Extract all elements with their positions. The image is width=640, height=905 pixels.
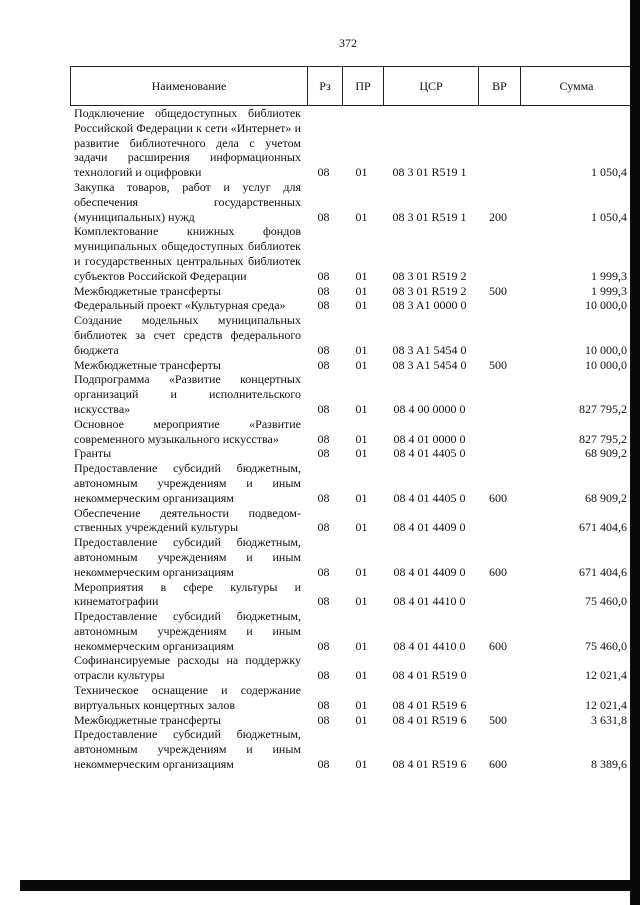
cell-csr: 08 3 A1 5454 0: [392, 357, 467, 372]
cell-name: Федеральный проект «Культурная среда»: [74, 298, 286, 313]
column-header-name: Наименование: [151, 78, 227, 93]
cell-sum: 10 000,0: [585, 342, 627, 357]
cell-rz: 08: [317, 668, 330, 683]
table-row: [70, 713, 631, 728]
cell-sum: 68 909,2: [585, 490, 627, 505]
cell-csr: 08 4 01 R519 6: [392, 757, 467, 772]
cell-vr: 600: [489, 638, 507, 653]
cell-sum: 827 795,2: [579, 401, 627, 416]
cell-rz: 08: [317, 446, 330, 461]
cell-csr: 08 4 01 4410 0: [393, 638, 466, 653]
table-row: [70, 298, 631, 313]
page-number: 372: [339, 36, 357, 50]
cell-rz: 08: [317, 594, 330, 609]
cell-pr: 01: [355, 268, 368, 283]
cell-rz: 08: [317, 712, 330, 727]
cell-name: Предоставление субсидий бюджетным, автономным учреждениям и иным некоммерческим организациям: [74, 461, 301, 505]
cell-pr: 01: [355, 342, 368, 357]
cell-rz: 08: [317, 638, 330, 653]
cell-csr: 08 3 01 R519 2: [392, 268, 467, 283]
cell-pr: 01: [355, 209, 368, 224]
cell-pr: 01: [355, 283, 368, 298]
cell-name: Подпрограмма «Развитие концертных организаций и исполнительского искусства»: [74, 372, 301, 416]
table-row: [70, 446, 631, 461]
cell-sum: 1 999,3: [591, 268, 627, 283]
cell-name: Гранты: [74, 446, 112, 461]
table-row: [70, 580, 631, 610]
cell-sum: 671 404,6: [579, 564, 627, 579]
cell-pr: 01: [355, 357, 368, 372]
cell-csr: 08 4 01 0000 0: [393, 431, 466, 446]
cell-csr: 08 3 01 R519 1: [392, 209, 467, 224]
scan-border-right: [630, 0, 640, 905]
cell-sum: 75 460,0: [585, 638, 627, 653]
column-header-pr: ПР: [342, 67, 383, 105]
cell-sum: 10 000,0: [585, 298, 627, 313]
cell-name: Межбюджетные трансферты: [74, 712, 221, 727]
cell-rz: 08: [317, 342, 330, 357]
table-row: [70, 683, 631, 713]
table-row: [70, 224, 631, 283]
table-row: [70, 106, 631, 180]
cell-pr: 01: [355, 668, 368, 683]
cell-rz: 08: [317, 298, 330, 313]
cell-csr: 08 4 01 4410 0: [393, 594, 466, 609]
cell-sum: 1 050,4: [591, 209, 627, 224]
cell-vr: 600: [489, 757, 507, 772]
cell-sum: 1 999,3: [591, 283, 627, 298]
cell-name: Основное мероприятие «Развитие современного музыкального искусства»: [74, 416, 301, 446]
cell-rz: 08: [317, 564, 330, 579]
cell-sum: 827 795,2: [579, 431, 627, 446]
column-header-csr: ЦСР: [383, 67, 478, 105]
scan-border-bottom: [20, 880, 640, 891]
column-header-sum: Сумма: [520, 67, 632, 105]
table-row: [70, 313, 631, 357]
table-row: [70, 727, 631, 771]
cell-name: Закупка товаров, работ и услуг для обеспечения государственных (муниципальных) нужд: [74, 179, 301, 224]
cell-name: Софинансируемые расходы на поддержку отрасли культуры: [74, 653, 301, 683]
table-row: [70, 358, 631, 373]
table-row: [70, 180, 631, 224]
cell-csr: 08 4 01 4405 0: [393, 490, 466, 505]
cell-rz: 08: [317, 209, 330, 224]
cell-vr: 200: [489, 209, 507, 224]
cell-vr: 600: [489, 564, 507, 579]
cell-csr: 08 4 01 4409 0: [393, 564, 466, 579]
cell-csr: 08 4 00 0000 0: [393, 401, 466, 416]
column-header-vr: ВР: [478, 67, 520, 105]
cell-name: Комплектование книжных фондов муниципальных общедоступных библиотек и государственных центральных библиотек субъектов Российской Федерации: [74, 224, 301, 283]
cell-rz: 08: [317, 697, 330, 712]
cell-vr: 600: [489, 490, 507, 505]
cell-sum: 1 050,4: [591, 165, 627, 180]
cell-rz: 08: [317, 520, 330, 535]
cell-name: Техническое оснащение и содержание виртуальных концертных залов: [74, 683, 301, 712]
cell-rz: 08: [317, 757, 330, 772]
cell-sum: 8 389,6: [591, 757, 627, 772]
cell-rz: 08: [317, 401, 330, 416]
table-row: [70, 653, 631, 683]
cell-name: Предоставление субсидий бюджетным, автономным учреждениям и иным некоммерческим организациям: [74, 727, 301, 772]
cell-rz: 08: [317, 490, 330, 505]
cell-name: Межбюджетные трансферты: [74, 357, 221, 372]
table-row: [70, 284, 631, 299]
cell-vr: 500: [489, 283, 507, 298]
cell-pr: 01: [355, 594, 368, 609]
cell-pr: 01: [355, 757, 368, 772]
cell-rz: 08: [317, 431, 330, 446]
cell-name: Создание модельных муниципальных библиотек за счет средств федерального бюджета: [74, 313, 301, 357]
cell-sum: 12 021,4: [585, 668, 627, 683]
cell-rz: 08: [317, 165, 330, 180]
cell-rz: 08: [317, 357, 330, 372]
cell-csr: 08 3 01 R519 2: [392, 283, 467, 298]
cell-pr: 01: [355, 697, 368, 712]
cell-name: Обеспечение деятельности подведом-ственных учреждений культуры: [74, 505, 301, 535]
cell-csr: 08 4 01 4409 0: [393, 520, 466, 535]
cell-csr: 08 4 01 R519 6: [392, 712, 467, 727]
table-row: [70, 461, 631, 505]
table-row: [70, 372, 631, 416]
cell-vr: 500: [489, 712, 507, 727]
column-header-rz: Рз: [307, 67, 342, 105]
cell-sum: 671 404,6: [579, 520, 627, 535]
cell-name: Межбюджетные трансферты: [74, 283, 221, 298]
cell-sum: 12 021,4: [585, 697, 627, 712]
cell-csr: 08 3 A1 5454 0: [392, 342, 467, 357]
table-row: [70, 609, 631, 653]
cell-csr: 08 4 01 R519 6: [392, 697, 467, 712]
cell-pr: 01: [355, 564, 368, 579]
cell-vr: 500: [489, 357, 507, 372]
cell-pr: 01: [355, 638, 368, 653]
cell-csr: 08 3 01 R519 1: [392, 165, 467, 180]
cell-pr: 01: [355, 165, 368, 180]
cell-sum: 75 460,0: [585, 594, 627, 609]
table-row: [70, 506, 631, 536]
table-body: [70, 106, 631, 772]
cell-rz: 08: [317, 283, 330, 298]
cell-pr: 01: [355, 446, 368, 461]
cell-sum: 68 909,2: [585, 446, 627, 461]
cell-pr: 01: [355, 490, 368, 505]
cell-pr: 01: [355, 431, 368, 446]
cell-pr: 01: [355, 401, 368, 416]
cell-name: Подключение общедоступных библиотек Российской Федерации к сети «Интернет» и развитие библиотечного дела с учетом задачи расширения информационных технологий и оцифровки: [74, 106, 301, 180]
table-header: [70, 66, 631, 106]
cell-name: Мероприятия в сфере культуры и кинематографии: [74, 579, 301, 609]
cell-name: Предоставление субсидий бюджетным, автономным учреждениям и иным некоммерческим организациям: [74, 535, 301, 579]
cell-rz: 08: [317, 268, 330, 283]
table-row: [70, 535, 631, 579]
cell-csr: 08 3 A1 0000 0: [392, 298, 467, 313]
cell-csr: 08 4 01 R519 0: [392, 668, 467, 683]
cell-pr: 01: [355, 712, 368, 727]
cell-csr: 08 4 01 4405 0: [393, 446, 466, 461]
cell-pr: 01: [355, 520, 368, 535]
cell-sum: 10 000,0: [585, 357, 627, 372]
cell-name: Предоставление субсидий бюджетным, автономным учреждениям и иным некоммерческим организациям: [74, 609, 301, 653]
table-row: [70, 417, 631, 447]
cell-sum: 3 631,8: [591, 712, 627, 727]
cell-pr: 01: [355, 298, 368, 313]
